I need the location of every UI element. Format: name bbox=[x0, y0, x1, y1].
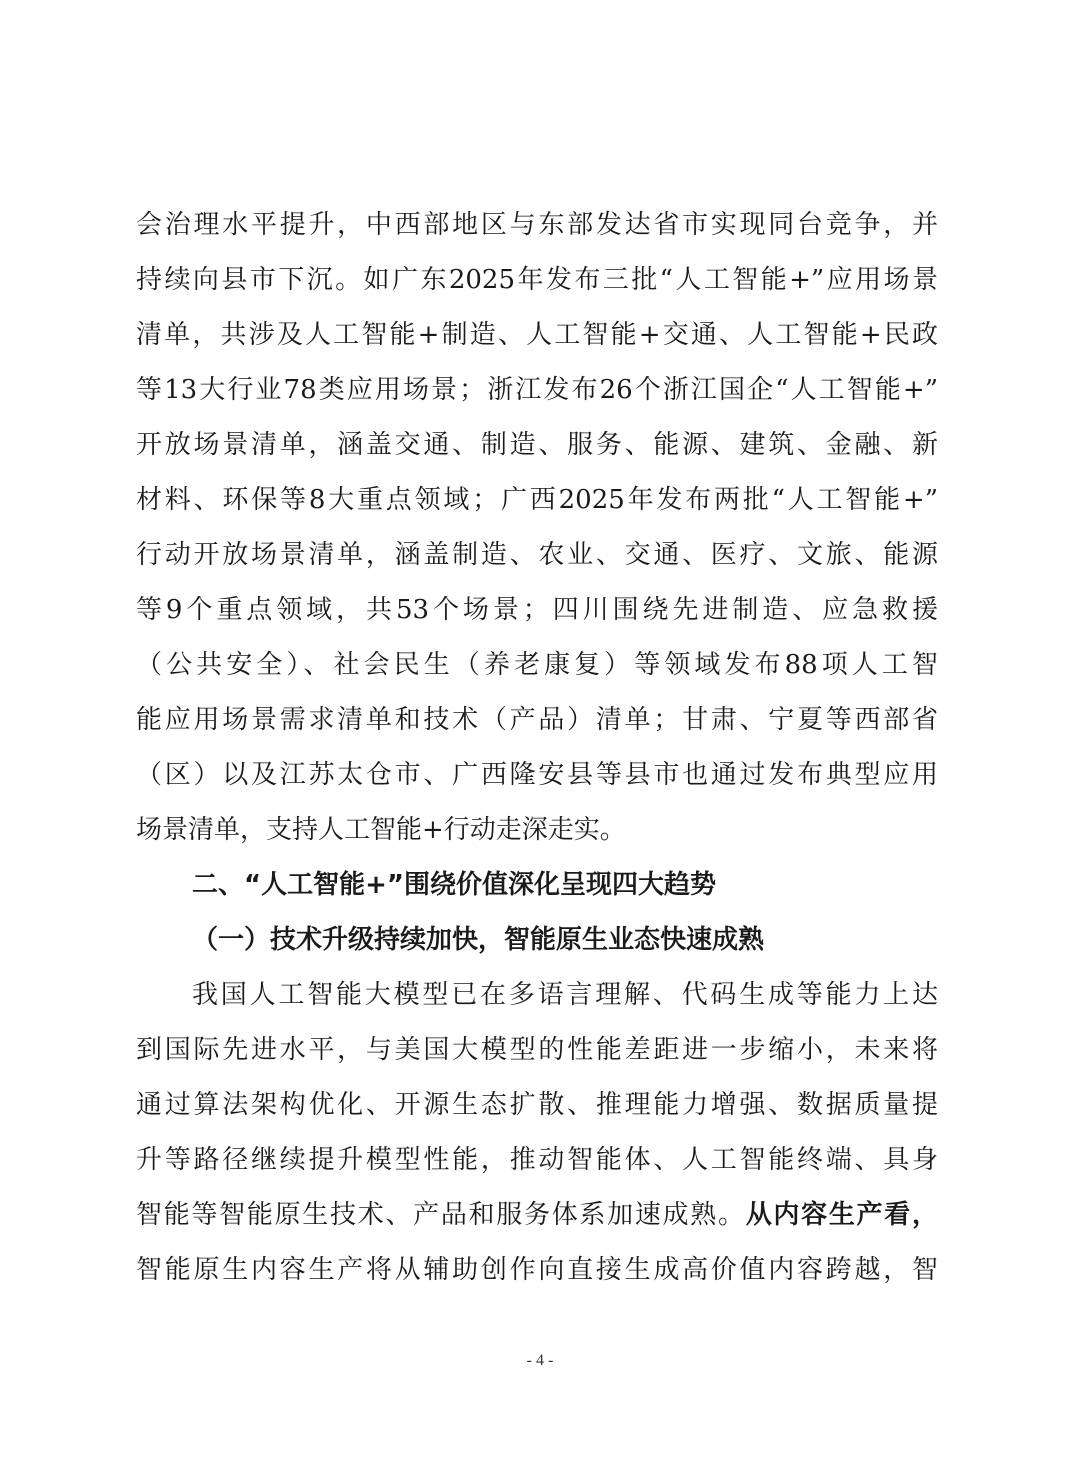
text-line: 到国际先进水平，与美国大模型的性能差距进一步缩小，未来将 bbox=[136, 1035, 938, 1065]
document-body bbox=[136, 198, 938, 1298]
text-line: 会治理水平提升，中西部地区与东部发达省市实现同台竞争，并 bbox=[136, 210, 938, 240]
text-line: （区）以及江苏太仓市、广西隆安县等县市也通过发布典型应用 bbox=[136, 760, 938, 790]
subsection-heading: （一）技术升级持续加快，智能原生业态快速成熟 bbox=[192, 925, 765, 955]
text-line: 持续向县市下沉。如广东2025年发布三批“人工智能+”应用场景 bbox=[136, 265, 938, 295]
text-line: 升等路径继续提升模型性能，推动智能体、人工智能终端、具身 bbox=[136, 1145, 938, 1175]
bold-lead-text: 从内容生产看， bbox=[745, 1200, 938, 1230]
text-line: （公共安全）、社会民生（养老康复）等领域发布88项人工智 bbox=[136, 650, 938, 680]
text-line: 清单，共涉及人工智能+制造、人工智能+交通、人工智能+民政 bbox=[136, 320, 938, 350]
text-line: 通过算法架构优化、开源生态扩散、推理能力增强、数据质量提 bbox=[136, 1090, 938, 1120]
text-line: 等9个重点领域，共53个场景；四川围绕先进制造、应急救援 bbox=[136, 595, 938, 625]
text-line: 等13大行业78类应用场景；浙江发布26个浙江国企“人工智能+” bbox=[136, 375, 938, 405]
text-line: 材料、环保等8大重点领域；广西2025年发布两批“人工智能+” bbox=[136, 485, 938, 515]
text-line: 能应用场景需求清单和技术（产品）清单；甘肃、宁夏等西部省 bbox=[136, 705, 938, 735]
page-number: - 4 - bbox=[526, 1352, 554, 1369]
normal-text: 智能等智能原生技术、产品和服务体系加速成熟。 bbox=[136, 1200, 746, 1230]
paragraph-2 bbox=[136, 968, 938, 1298]
text-line: 场景清单，支持人工智能+行动走深走实。 bbox=[136, 815, 626, 845]
text-line: 我国人工智能大模型已在多语言理解、代码生成等能力上达 bbox=[192, 980, 938, 1010]
text-line-mixed bbox=[136, 1188, 938, 1243]
text-line: 智能原生内容生产将从辅助创作向直接生成高价值内容跨越，智 bbox=[136, 1255, 938, 1285]
text-line: 开放场景清单，涵盖交通、制造、服务、能源、建筑、金融、新 bbox=[136, 430, 938, 460]
section-heading: 二、“人工智能+”围绕价值深化呈现四大趋势 bbox=[192, 870, 716, 900]
text-line: 行动开放场景清单，涵盖制造、农业、交通、医疗、文旅、能源 bbox=[136, 540, 938, 570]
paragraph-1 bbox=[136, 198, 938, 858]
